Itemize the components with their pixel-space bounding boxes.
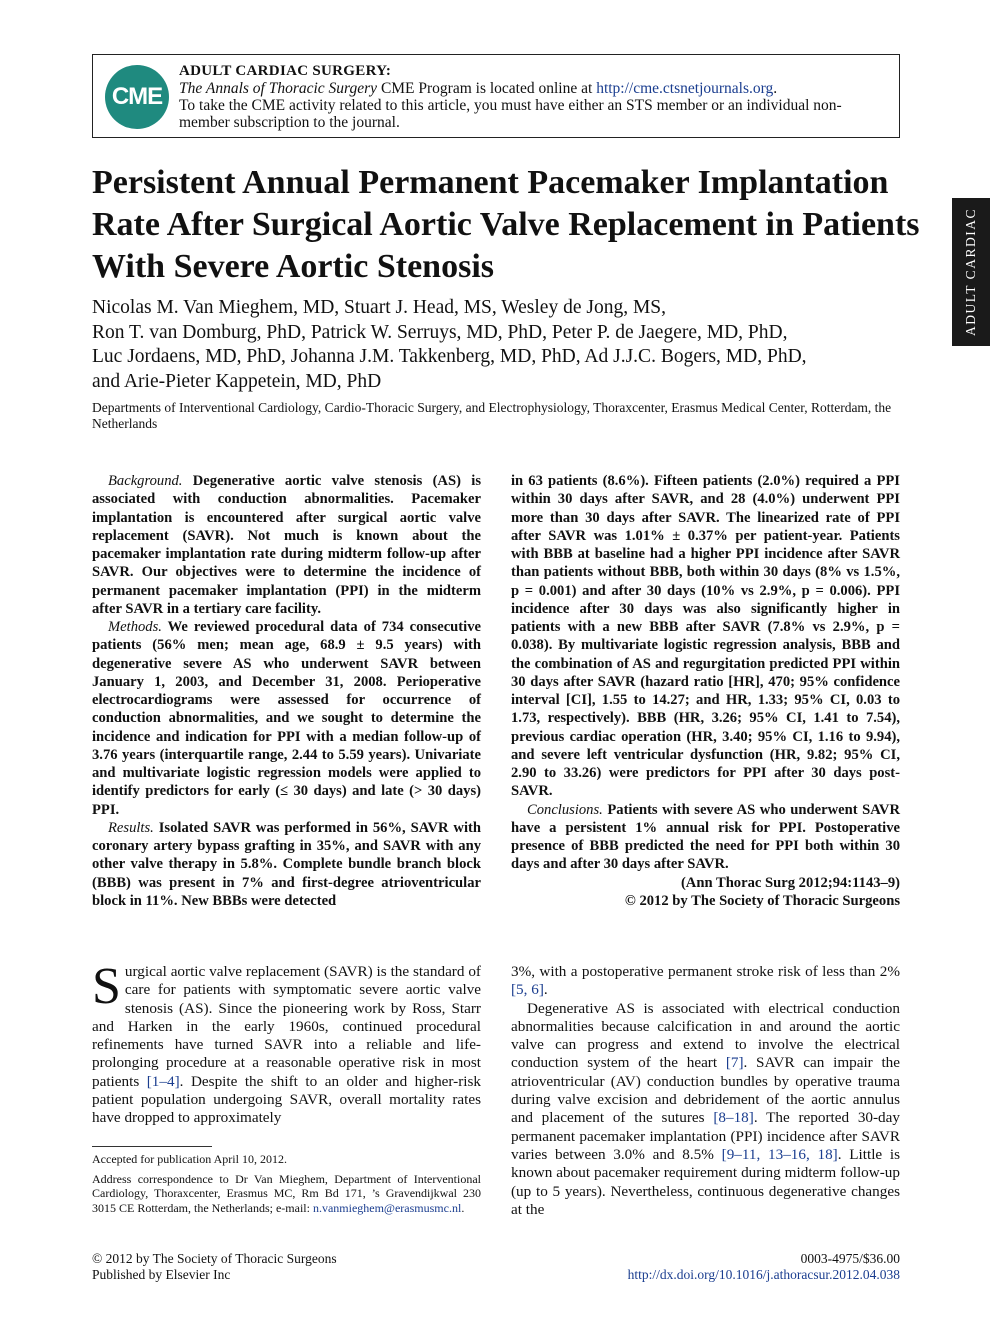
background-label: Background.	[108, 473, 183, 489]
reference-link[interactable]: [7]	[725, 1054, 744, 1072]
body-paragraph	[511, 1000, 900, 1220]
background-text: Degenerative aortic valve stenosis (AS) is associated with conduction abnormalities. Pacemaker implantation is encountered after surgical aortic valve replacement (SAVR). Not much is known about the pacemaker implantation rate during midterm follow-up after SAVR. Our objectives were to determine the incidence of permanent pacemaker implantation (PPI) in the midterm after SAVR in a tertiary care facility.	[92, 473, 481, 617]
footer-publisher: Published by Elsevier Inc	[92, 1267, 231, 1282]
body-text: . SAVR can impair the atrioventricular (AV) conduction bundles by operative trauma during valve excision and debridement of the aortic annulus and placement of the sutures	[511, 1054, 901, 1127]
author-line: Luc Jordaens, MD, PhD, Johanna J.M. Takkenberg, MD, PhD, Ad J.J.C. Bogers, MD, PhD,	[92, 346, 807, 367]
cme-journal-name: The Annals of Thoracic Surgery	[179, 80, 378, 97]
cme-text	[179, 63, 889, 131]
correspondence	[92, 1172, 481, 1216]
author-list	[92, 296, 922, 394]
cme-heading: ADULT CARDIAC SURGERY:	[179, 63, 392, 79]
reference-link[interactable]: [8–18]	[713, 1109, 754, 1127]
body-left-column	[92, 958, 481, 1128]
reference-link[interactable]: [1–4]	[146, 1072, 180, 1090]
methods-text: We reviewed procedural data of 734 consecutive patients (56% men; mean age, 68.9 ± 9.5 years) with degenerative severe AS who underwent SAVR between January 1, 2003, and December 31, 2008. Perioperative electrocardiograms were assessed for occurrence of conduction abnormalities, and we sought to determine the incidence and indication for PPI with a median follow-up of 3.76 years (interquartile range, 2.44 to 5.59 years). Univariate and multivariate logistic regression models were applied to identify predictors for early (≤ 30 days) and late (> 30 days) PPI.	[92, 619, 481, 818]
results-label: Results.	[108, 819, 154, 836]
cme-line1-text: CME Program is located online at	[377, 80, 597, 97]
cme-logo: CME	[105, 65, 169, 129]
doi-link[interactable]: http://dx.doi.org/10.1016/j.athoracsur.2012.04.038	[627, 1267, 900, 1282]
abstract-copyright: © 2012 by The Society of Thoracic Surgeons	[624, 892, 900, 909]
side-tab-label: ADULT CARDIAC	[963, 208, 978, 336]
results-text: Isolated SAVR was performed in 56%, SAVR with coronary artery bypass grafting in 35%, and SAVR with any other valve therapy in 5.8%. Complete bundle branch block (BBB) was present in 7% and first-degree atrioventricular block in 11%. New BBBs were detected	[92, 819, 481, 909]
body-text: Degenerative AS is associated with electrical conduction abnormalities because calcification in and around the aortic valve can progress and extend to involve the electrical conduction system of the heart	[511, 999, 900, 1072]
abstract-background	[92, 472, 481, 618]
footer-issn: 0003-4975/$36.00	[800, 1251, 900, 1266]
body-text: 3%, with a postoperative permanent stroke risk of less than 2%	[511, 963, 900, 980]
methods-label: Methods.	[108, 619, 162, 635]
citation: (Ann Thorac Surg 2012;94:1143–9)	[680, 874, 900, 891]
abstract-left-column	[92, 472, 481, 910]
abstract-conclusions	[511, 801, 900, 874]
article-title: Persistent Annual Permanent Pacemaker Implantation Rate After Surgical Aortic Valve Replacement in Patients With Severe Aortic Stenosis	[92, 164, 920, 285]
body-text: . Despite the shift to an older and higher-risk patient population undergoing SAVR, overall mortality rates have dropped to approximately	[92, 1072, 481, 1127]
footnote-divider	[92, 1146, 212, 1147]
body-text: . Little is known about pacemaker requirement during midterm follow-up (up to 5 years). Nevertheless, continuous degenerative changes at the	[511, 1145, 901, 1218]
correspondence-text: Address correspondence to Dr Van Mieghem, Department of Interventional Cardiology, Thoraxcenter, Erasmus MC, Rm Bd 171, ’s Gravendijkwal 230 3015 CE Rotterdam, the Netherlands; e-mail:	[92, 1171, 481, 1215]
cme-link[interactable]: http://cme.ctsnetjournals.org	[596, 80, 774, 97]
author-line: Ron T. van Domburg, PhD, Patrick W. Serruys, MD, PhD, Peter P. de Jaegere, MD, PhD,	[92, 321, 788, 343]
reference-link[interactable]: [9–11, 13–16, 18]	[721, 1145, 838, 1163]
email-link[interactable]: n.vanmieghem@erasmusmc.nl	[312, 1200, 462, 1215]
abstract-methods	[92, 618, 481, 819]
body-text: urgical aortic valve replacement (SAVR) is the standard of care for patients with symptomatic severe aortic valve stenosis (AS). Since the pioneering work by Ross, Starr and Harken in the early 1960s, continued procedural refinements have turned SAVR into a reliable and life-prolonging procedure at a reasonable operative risk in most patients	[92, 963, 481, 1090]
reference-link[interactable]: [5, 6]	[511, 981, 544, 999]
drop-cap: S	[92, 958, 121, 1015]
abstract-right-column	[511, 472, 900, 910]
section-side-tab	[952, 198, 990, 346]
body-right-column	[511, 963, 900, 1219]
author-line: and Arie-Pieter Kappetein, MD, PhD	[92, 370, 382, 392]
accepted-date: Accepted for publication April 10, 2012.	[92, 1152, 287, 1166]
cme-line2: To take the CME activity related to this article, you must have either an STS member or an individual non-member subscription to the journal.	[179, 97, 842, 131]
affiliation: Departments of Interventional Cardiology, Cardio-Thoracic Surgery, and Electrophysiology, Thoraxcenter, Erasmus Medical Center, Rotterdam, the Netherlands	[92, 400, 892, 431]
body-text: . The reported 30-day permanent pacemaker implantation (PPI) incidence after SAVR varies between 3.0% and 8.5%	[511, 1109, 900, 1163]
cme-notice-box	[92, 54, 900, 138]
footer-copyright: © 2012 by The Society of Thoracic Surgeons	[92, 1251, 337, 1266]
correspondence-end: .	[461, 1200, 465, 1215]
footer-left	[92, 1251, 337, 1283]
body-text: .	[543, 981, 548, 999]
body-paragraph	[511, 963, 900, 1000]
cme-line1-end: .	[773, 80, 778, 97]
conclusions-label: Conclusions.	[527, 801, 603, 818]
conclusions-text: Patients with severe AS who underwent SAVR have a persistent 1% annual risk for PPI. Postoperative presence of BBB predicted the need for PPI both within 30 days and after 30 days after SAVR.	[511, 801, 900, 873]
footer-right	[628, 1251, 900, 1283]
body-paragraph	[92, 958, 481, 1128]
abstract-results-continued: in 63 patients (8.6%). Fifteen patients (2.0%) required a PPI within 30 days after SAVR, and 28 (4.0%) underwent PPI more than 30 days after SAVR. The linearized rate of PPI after SAVR was 1.01% ± 0.37% per patient-year. Patients with BBB at baseline had a higher PPI incidence after SAVR than patients without BBB, both within 30 days (8% vs 1.5%, p = 0.001) and after 30 days (10% vs 2.9%, p = 0.006). PPI incidence after 30 days was also significantly higher in patients with a new BBB after SAVR (7.8% vs 2.9%, p = 0.038). By multivariate logistic regression analysis, BBB and the combination of AS and regurgitation predicted PPI within 30 days after SAVR (hazard ratio [HR], 470; 95% confidence interval [CI], 1.55 to 14.27; and HR, 1.33; 95% CI, 0.03 to 1.73, respectively). BBB (HR, 3.26; 95% CI, 1.41 to 7.54), previous cardiac operation (HR, 3.40; 95% CI, 1.16 to 9.94), and severe left ventricular dysfunction (HR, 9.82; 95% CI, 2.90 to 33.26) were predictors for PPI after 30 days post-SAVR.	[511, 473, 900, 800]
abstract-results	[92, 819, 481, 910]
author-line: Nicolas M. Van Mieghem, MD, Stuart J. Head, MS, Wesley de Jong, MS,	[92, 297, 667, 318]
footnotes	[92, 1152, 481, 1220]
